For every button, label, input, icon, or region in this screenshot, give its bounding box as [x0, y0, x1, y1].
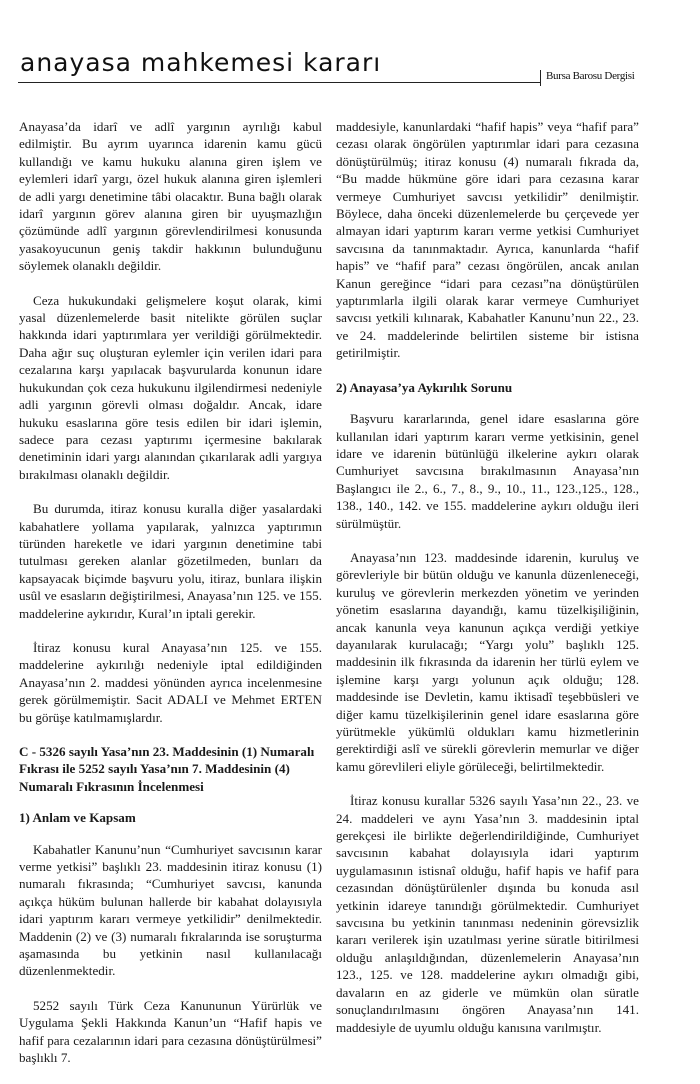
- header-divider: [540, 70, 541, 86]
- left-column: [19, 118, 322, 1084]
- right-column: [336, 118, 639, 1053]
- journal-name: Bursa Barosu Dergisi: [546, 70, 635, 82]
- page-number: [318, 975, 321, 987]
- body-paragraph: Başvuru kararlarında, genel idare esaslarına göre kullanılan idari yaptırım kararı verme yetkisinin, genel idare ve idarenin bütünlüğü ilkelerine aykırı olarak Cumhuriyet savcısına bırakılmasının Anayasa’nın Başlangıcı ile 2., 6., 7., 8., 9., 10., 11., 123.,125., 128., 138., 140., 142. ve 155. maddelerine aykırı olduğu ileri sürülmüştür.: [336, 411, 639, 531]
- section-heading: 1) Anlam ve Kapsam: [19, 810, 136, 826]
- section-heading: C - 5326 sayılı Yasa’nın 23. Maddesinin (1) Numaralı Fıkrası ile 5252 sayılı Yasa’nın 7. Maddesinin (4) Numaralı Fıkrasının İncelenmesi: [19, 744, 315, 794]
- body-paragraph: 5252 sayılı Türk Ceza Kanununun Yürürlük ve Uygulama Şekli Hakkında Kanun’un “Hafif hapis ve hafif para cezalarının idari para cezasına dönüştürülmesi” başlıklı 7.: [19, 997, 322, 1066]
- body-paragraph: Kabahatler Kanunu’nun “Cumhuriyet savcısının karar verme yetkisi” başlıklı 23. maddesinin itiraz konusu (1) numaralı fıkrasında; “Cumhuriyet savcısı, kanunda açıkça hüküm bulunan hallerde bir kabahat dolayısıyla idari yaptırım kararı vermeye yetkilidir” denilmektedir. Maddenin (2) ve (3) numaralı fıkralarında ise soruşturma aşamasında bu yetkinin nasıl kullanılacağı düzenlenmektedir.: [19, 841, 322, 979]
- body-paragraph: Bu durumda, itiraz konusu kuralla diğer yasalardaki kabahatlere yollama yapılarak, yalnızca yaptırımın türünden hareketle ve idari yargının denetimine tabi tutulması gereken alanlar gözetilmeden, bunları da kapsayacak biçimde başvuru yolu, itiraz, bunlara ilişkin usûl ve esasların değiştirilmesi, Anayasa’nın 125. ve 155. maddelerine aykırıdır, Kural’ın iptali gerekir.: [19, 501, 322, 621]
- body-paragraph: Anayasa’nın 123. maddesinde idarenin, kuruluş ve görevleriyle bir bütün olduğu ve kanunla düzenleneceği, kuruluş ve görevlerin merkezden yönetim ve yerinden yönetim esaslarına dayandığı, kamu tüzelkişiliğinin, ancak kanunla veya kanunun açıkça verdiği yetkiye dayanılarak kurulacağı; “Yargı yolu” başlıklı 125. maddesinin ilk fıkrasında da idarenin her türlü eylem ve işlemine karşı yargı yolunun açık olduğu; 128. maddesinde ise Devletin, kamu iktisadî teşebbüsleri ve diğer kamu tüzelkişilerinin genel idare esaslarına göre yürütmekle yükümlü oldukları kamu hizmetlerinin gerektirdiği aslî ve sürekli görevlerin memurlar ve diğer kamu görevlileri eliyle görüleceği, belirtilmektedir.: [336, 549, 639, 774]
- body-paragraph: Anayasa’da idarî ve adlî yargının ayrılığı kabul edilmiştir. Bu ayrım uyarınca idarenin kamu gücü kullandığı ve kamu hukuku alanına giren işlem ve eylemleri idarî yargı, özel hukuk alanına giren işlemleri de adli yargı denetimine tâbi olacaktır. Buna bağlı olarak idarî yargının görev alanına giren bir uyuşmazlığın çözümünde adlî yargının görevlendirilmesi konusunda yasakoyucunun geniş takdir hakkının bulunduğunu söylemek olanaklı değildir.: [19, 119, 322, 274]
- body-paragraph: İtiraz konusu kural Anayasa’nın 125. ve 155. maddelerine aykırılığı nedeniyle iptal edildiğinden Anayasa’nın 2. maddesi yönünden ayrıca incelenmesine gerek görülmemiştir. Sacit ADALI ve Mehmet ERTEN bu görüşe katılmamışlardır.: [19, 639, 322, 725]
- page-header: [0, 0, 700, 90]
- body-paragraph: İtiraz konusu kurallar 5326 sayılı Yasa’nın 22., 23. ve 24. maddeleri ve aynı Yasa’nın 3. maddesinin iptal gerekçesi ile birlikte değerlendirildiğinde, Cumhuriyet savcısının kabahat dolayısıyla idari yaptırım uygulamasının istisnaî olduğu, hafif hapis ve hafif para cezasından dönüştürülenler dışında bu konuda asıl yetkinin idareye tanındığı görülmektedir. Cumhuriyet savcısına bu yetkinin tanınması nedeninin görevsizlik kararı verilerek işin uzatılması yerine süratle bitirilmesi olduğu anlaşıldığından, düzenlemelerin Anayasa’nın 123., 125. ve 128. maddelerine aykırı olmadığı gibi, davaların en az giderle ve mümkün olan süratle sonuçlandırılmasını öngören Anayasa’nın 141. maddesiyle de uyumlu olduğu kanısına varılmıştır.: [336, 793, 639, 1035]
- header-rule: [18, 82, 540, 83]
- body-paragraph: Ceza hukukundaki gelişmelere koşut olarak, kimi yasal düzenlemelerde basit nitelikte görülen suçlar hakkında idari yaptırımlara yer verildiği görülmektedir. Daha ağır suç oluşturan eylemler için verilen idari para cezalarına karşı yapılacak başvurularda konunun idare hukukundan çok ceza hukukunu ilgilendirmesi nedeniyle adli yargının görevli olması doğaldır. Ancak, idare hukuku esaslarına göre tesis edilen bir idari işlemin, sadece para cezası yaptırımı içermesine bakılarak denetiminin idari yargı alanından çıkarılarak adli yargıya bırakılması olanaklı değildir.: [19, 292, 322, 482]
- body-paragraph: maddesiyle, kanunlardaki “hafif hapis” veya “hafif para” cezası olarak öngörülen yaptırımlar idari para cezasına dönüştürülmüş; itiraz konusu (4) numaralı fıkrada da, “Bu madde hükmüne göre idari para cezasına karar vermeye Cumhuriyet savcısı yetkilidir” denilmiştir. Böylece, daha önceki düzenlemelerde bu çerçevede yer almayan idari yaptırım kararı verme yetkisi Cumhuriyet savcısına da tanınmaktadır. Ayrıca, kanunlarda “hafif hapis” ve “hafif para” cezası öngörülen, ancak anılan Kanun gereğince “idari para cezası”na dönüştürülen yaptırımlarla ilgili olarak karar vermeye Cumhuriyet savcısı yetkili kılınarak, Kabahatler Kanunu’nun 22., 23. ve 24. maddelerinde belirtilen sisteme bir istisna getirilmiştir.: [336, 119, 639, 361]
- section-heading: 2) Anayasa’ya Aykırılık Sorunu: [336, 379, 513, 395]
- section-title: anayasa mahkemesi kararı: [20, 48, 382, 77]
